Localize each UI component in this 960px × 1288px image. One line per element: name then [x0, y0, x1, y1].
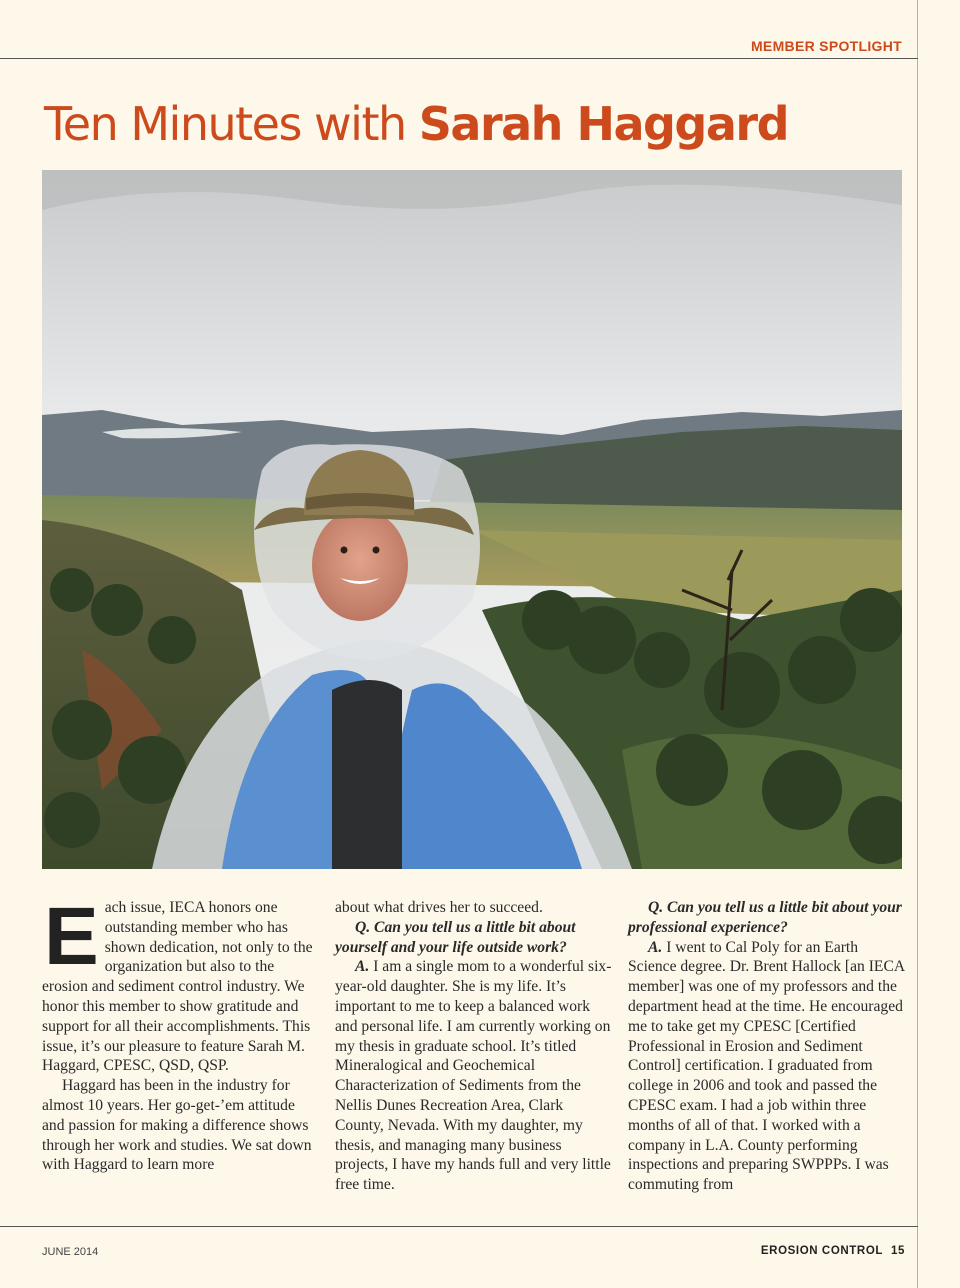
answer-2-label: A.: [648, 938, 663, 956]
issue-date: JUNE 2014: [42, 1246, 99, 1258]
landscape-portrait-illustration: [42, 170, 902, 869]
headline-name: Sarah Haggard: [418, 97, 788, 151]
intro-paragraph: ach issue, IECA honors one outstanding member who has shown dedication, not only to the organization but also to the erosion and sediment control industry. We honor this member to show gratitude and support for all their accomplishments. This issue, it’s our pleasure to feature Sarah M. Haggard, CPESC, QSD, QSP.: [42, 899, 313, 1075]
footer-rule: [0, 1226, 918, 1227]
answer-1-label: A.: [355, 958, 370, 976]
dropcap-letter: E: [44, 891, 99, 982]
article-headline: [44, 96, 788, 152]
page-number: 15: [891, 1245, 905, 1257]
header-rule: [0, 58, 918, 59]
answer-2-text: I went to Cal Poly for an Earth Science degree. Dr. Brent Hallock [an IECA member] was one of my professors and the department head at the time. He encouraged me to take get my CPESC [Certified Professional in Erosion and Sediment Control] certification. I graduated from college in 2006 and took and passed the CPESC exam. I had a job within three months of all of that. I worked with a company in L.A. County performing inspections and preparing SWPPPs. I was commuting from: [628, 938, 905, 1194]
background-paragraph: Haggard has been in the industry for almost 10 years. Her go-get-’em attitude and passion for making a difference shows through her work and studies. We sat down with Haggard to learn more: [42, 1077, 312, 1174]
portrait-photo: [42, 170, 902, 869]
answer-1-text: I am a single mom to a wonderful six-year-old daughter. She is my life. It’s important to me to keep a balanced work and personal life. I am currently working on my thesis in graduate school. It’s titled Mineralogical and Geochemical Characterization of Sediments from the Nellis Dunes Recreation Area, Clark County, Nevada. With my daughter, my thesis, and managing many business projects, I have my hands full and very little free time.: [335, 958, 612, 1194]
footer-publication: [761, 1245, 905, 1257]
headline-prefix: Ten Minutes with: [44, 97, 419, 151]
article-column-3: [628, 898, 906, 1195]
question-1: Q. Can you tell us a little bit about yourself and your life outside work?: [335, 918, 576, 956]
article-column-2: [335, 898, 613, 1195]
answer-1: [335, 957, 613, 1195]
question-2: Q. Can you tell us a little bit about your professional experience?: [628, 899, 902, 936]
answer-2: [628, 938, 906, 1195]
magazine-name: EROSION CONTROL: [760, 1245, 883, 1257]
page-edge-rule: [917, 0, 918, 1288]
article-column-1: [42, 891, 320, 1175]
continuation-paragraph: about what drives her to succeed.: [335, 899, 543, 916]
section-label: MEMBER SPOTLIGHT: [750, 38, 902, 54]
